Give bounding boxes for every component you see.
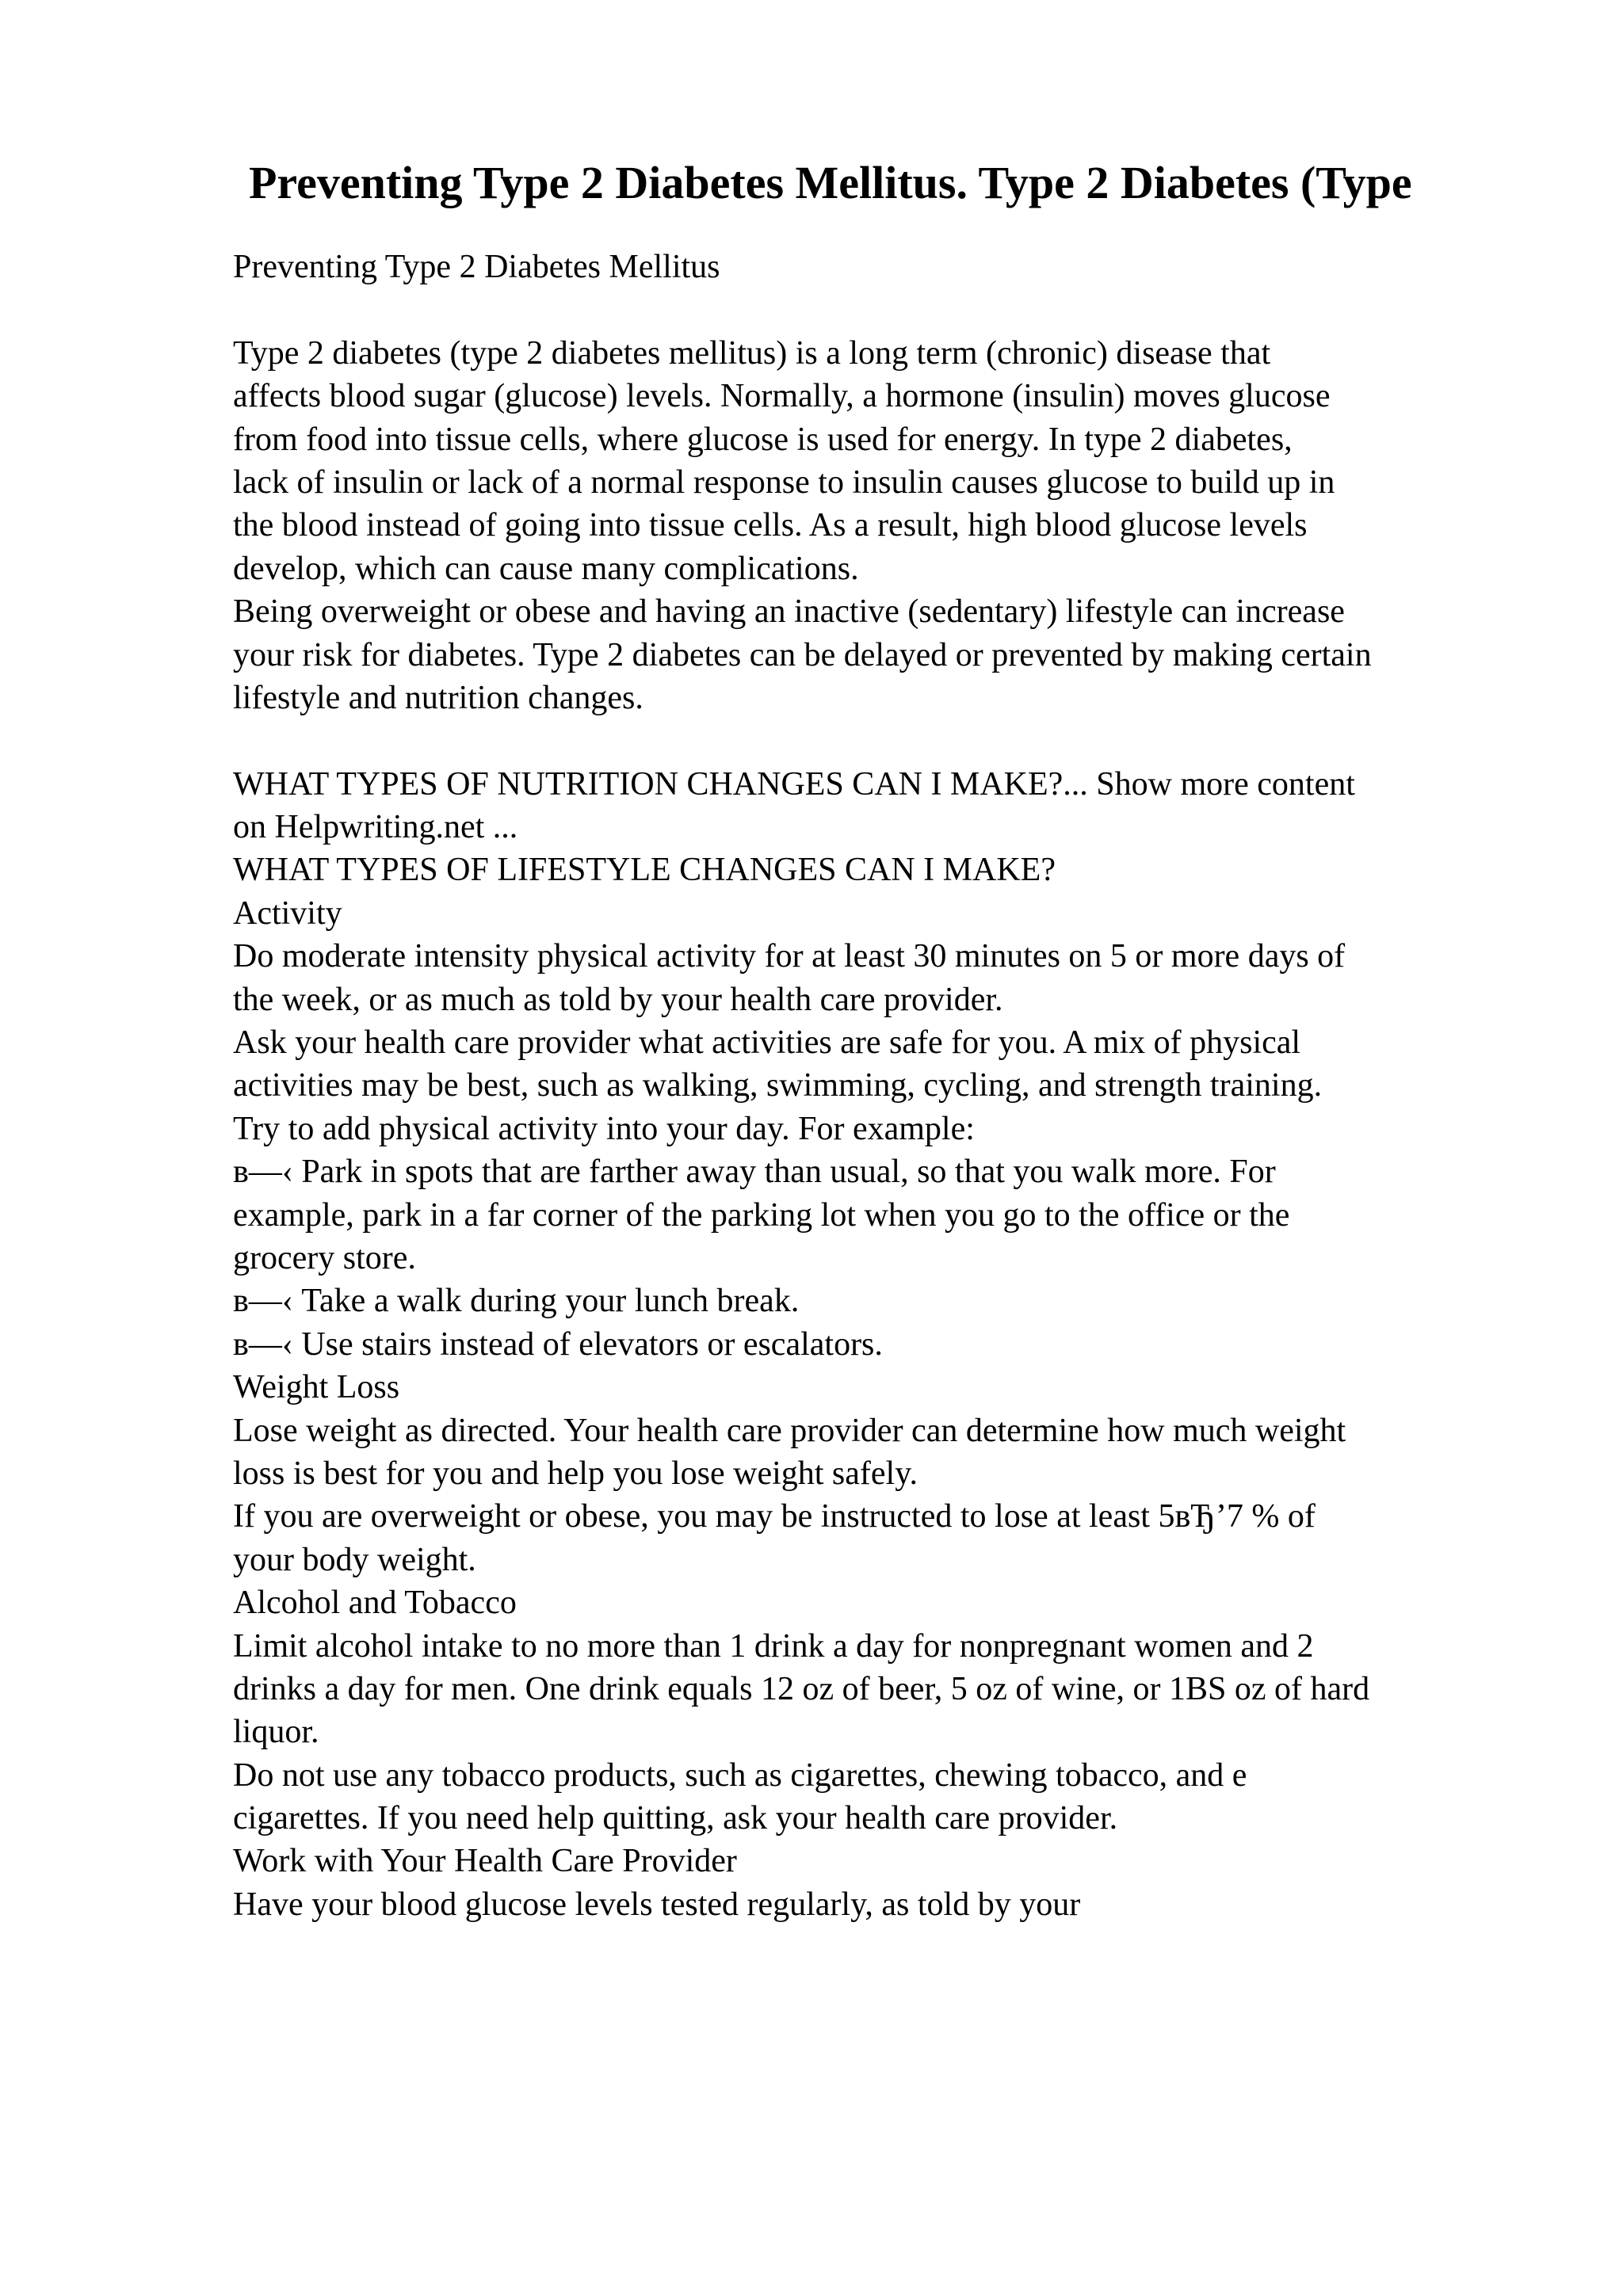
body-line: Type 2 diabetes (type 2 diabetes mellitus) is a long term (chronic) disease that: [233, 334, 1271, 372]
body-line: Lose weight as directed. Your health care provider can determine how much weight: [233, 1412, 1346, 1449]
body-line: lack of insulin or lack of a normal response to insulin causes glucose to build up in: [233, 463, 1335, 501]
body-line: Preventing Type 2 Diabetes Mellitus: [233, 249, 720, 285]
body-line: lifestyle and nutrition changes.: [233, 679, 643, 716]
body-line: Activity: [233, 894, 342, 932]
blank-line: [233, 288, 1533, 331]
body-line: Alcohol and Tobacco: [233, 1585, 517, 1622]
body-line: develop, which can cause many complications.: [233, 550, 859, 587]
body-line: в—‹ Take a walk during your lunch break.: [233, 1283, 800, 1320]
body-line: example, park in a far corner of the parking lot when you go to the office or the: [233, 1196, 1290, 1234]
body-line: affects blood sugar (glucose) levels. Normally, a hormone (insulin) moves glucose: [233, 378, 1331, 415]
body-line: cigarettes. If you need help quitting, ask your health care provider.: [233, 1800, 1118, 1837]
body-line: Ask your health care provider what activities are safe for you. A mix of physical: [233, 1024, 1301, 1062]
body-line: Weight Loss: [233, 1369, 400, 1406]
body-line: Try to add physical activity into your day. For example:: [233, 1110, 975, 1147]
document-body: [233, 246, 1533, 1926]
body-line: the blood instead of going into tissue cells. As a result, high blood glucose levels: [233, 507, 1308, 544]
body-line: Being overweight or obese and having an inactive (sedentary) lifestyle can increase: [233, 593, 1345, 631]
body-line: your body weight.: [233, 1541, 476, 1578]
body-line: Limit alcohol intake to no more than 1 drink a day for nonpregnant women and 2: [233, 1627, 1314, 1665]
body-line: grocery store.: [233, 1239, 416, 1276]
body-line: on Helpwriting.net ...: [233, 809, 518, 846]
body-line: If you are overweight or obese, you may be instructed to lose at least 5вЂ’7 % of: [233, 1498, 1316, 1535]
document-title: Preventing Type 2 Diabetes Mellitus. Type 2 Diabetes (Type: [249, 157, 1412, 208]
body-line: the week, or as much as told by your health care provider.: [233, 981, 1003, 1018]
blank-line: [233, 719, 1533, 762]
body-line: loss is best for you and help you lose weight safely.: [233, 1455, 918, 1492]
body-line: drinks a day for men. One drink equals 12 oz of beer, 5 oz of wine, or 1BS oz of hard: [233, 1670, 1370, 1707]
body-line: WHAT TYPES OF LIFESTYLE CHANGES CAN I MAKE?: [233, 852, 1056, 889]
body-line: liquor.: [233, 1714, 319, 1751]
body-line: Do not use any tobacco products, such as cigarettes, chewing tobacco, and e: [233, 1756, 1247, 1794]
body-line: from food into tissue cells, where glucose is used for energy. In type 2 diabetes,: [233, 421, 1293, 458]
body-line: WHAT TYPES OF NUTRITION CHANGES CAN I MAKE?... Show more content: [233, 765, 1355, 803]
body-line: в—‹ Park in spots that are farther away than usual, so that you walk more. For: [233, 1154, 1276, 1191]
body-line: your risk for diabetes. Type 2 diabetes can be delayed or prevented by making certain: [233, 636, 1372, 673]
body-line: Do moderate intensity physical activity for at least 30 minutes on 5 or more days of: [233, 938, 1346, 975]
body-line: Work with Your Health Care Provider: [233, 1843, 737, 1880]
body-line: Have your blood glucose levels tested regularly, as told by your: [233, 1886, 1081, 1923]
body-line: activities may be best, such as walking, swimming, cycling, and strength training.: [233, 1067, 1323, 1104]
body-line: в—‹ Use stairs instead of elevators or escalators.: [233, 1325, 883, 1363]
